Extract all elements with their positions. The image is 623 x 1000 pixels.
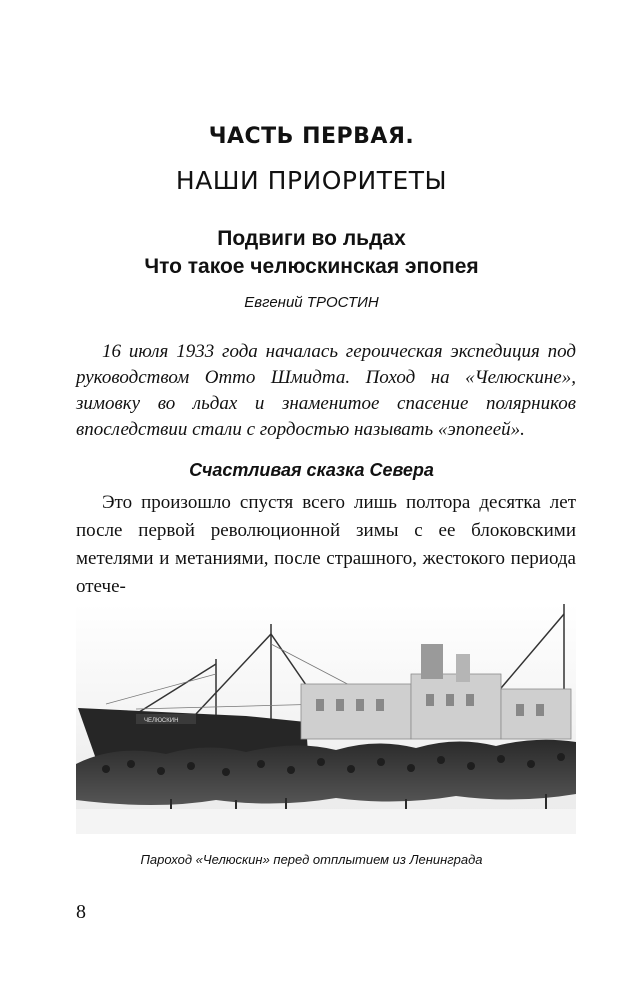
ship-departure-photo-illustration [76, 604, 576, 834]
article-title-line-2: Что такое челюскинская эпопея [144, 255, 479, 278]
photo-caption: Пароход «Челюскин» перед отплытием из Ленинграда [140, 852, 483, 867]
article-title-line-1: Подвиги во льдах [217, 227, 406, 250]
body-paragraph: Это произошло спустя всего лишь полтора десятка лет после первой революционной зимы с ее блоковскими метелями и метаниями, после страшного, жестокого периода отече- [76, 492, 576, 597]
lead-paragraph: 16 июля 1933 года началась героическая экспедиция под руководством Отто Шмидта. Поход на «Челюскине», зимовку во льдах и знаменитое спасение полярников впоследствии стали с гордостью называть «эпопеей». [76, 341, 576, 440]
ship-name-label: ЧЕЛЮСКИН [144, 718, 179, 724]
part-title: ЧАСТЬ ПЕРВАЯ. [208, 124, 415, 149]
historical-photo [76, 604, 576, 834]
section-heading: Счастливая сказка Севера [189, 460, 434, 480]
page-number: 8 [76, 901, 86, 923]
part-subtitle: НАШИ ПРИОРИТЕТЫ [175, 166, 448, 195]
article-title [0, 225, 623, 281]
article-author: Евгений ТРОСТИН [244, 294, 379, 311]
